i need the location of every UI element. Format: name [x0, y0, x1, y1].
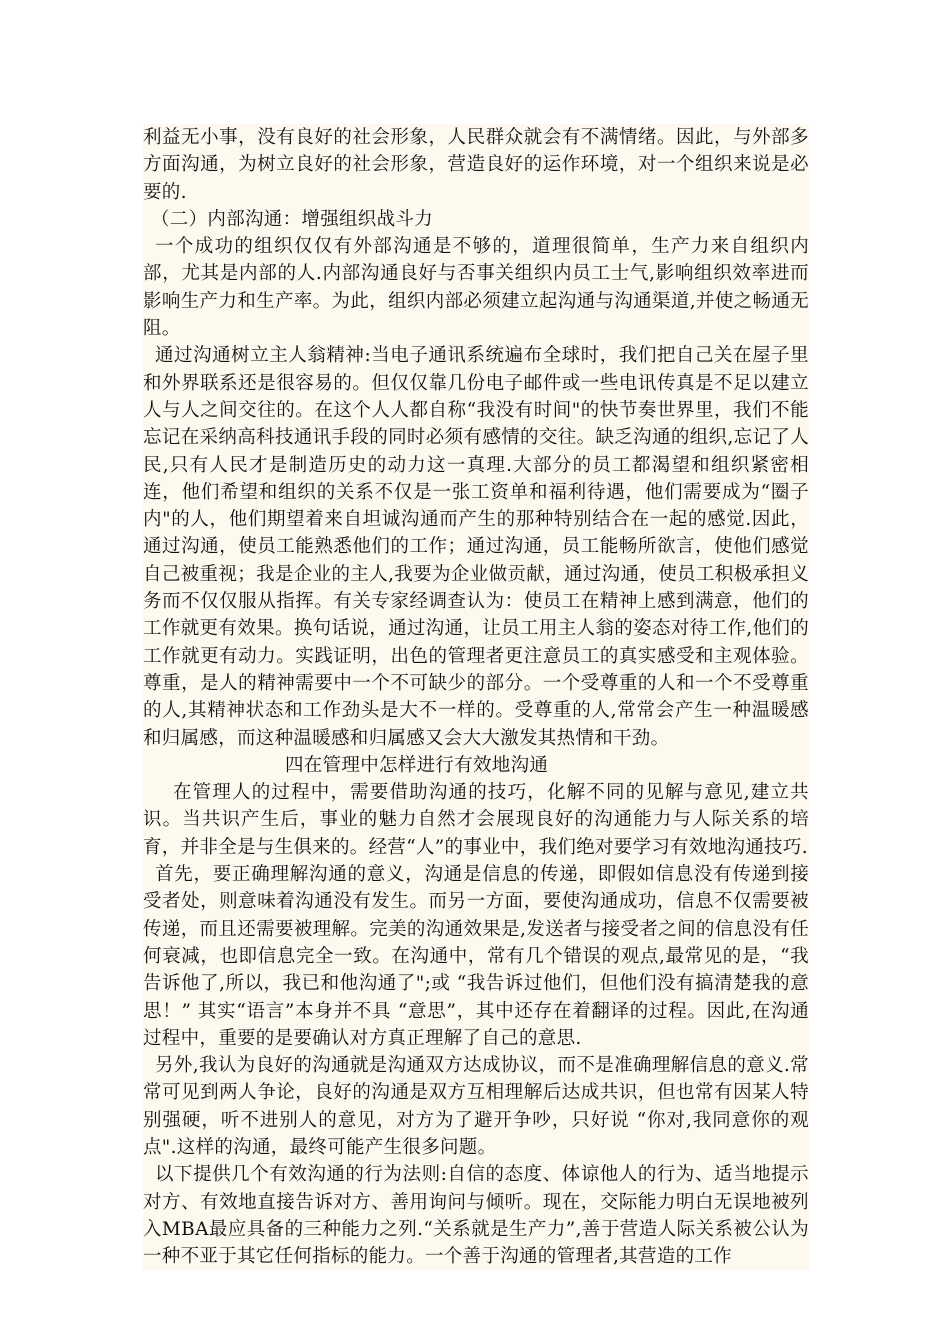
paragraph-external-conclusion: 利益无小事，没有良好的社会形象，人民群众就会有不满情绪。因此，与外部多方面沟通，为树立良好的社会形象，营造良好的运作环境，对一个组织来说是必要的. — [143, 127, 809, 203]
paragraph-agreement: 另外,我认为良好的沟通就是沟通双方达成协议，而不是准确理解信息的意义.常常可见到两人争论，良好的沟通是双方互相理解后达成共识，但也常有因某人特别强硬，听不进别人的意见，对方为了避开争吵，只好说 “你对,我同意你的观点".这样的沟通，最终可能产生很多问题。 — [143, 1055, 809, 1158]
section-heading-effective-communication: 四在管理中怎样进行有效地沟通 — [285, 754, 549, 776]
paragraph-rules: 以下提供几个有效沟通的行为法则:自信的态度、体谅他人的行为、适当地提示对方、有效地直接告诉对方、善用询问与倾听。现在，交际能力明白无误地被列入MBA最应具备的三种能力之列.“关系就是生产力”,善于营造人际关系被公认为一种不亚于其它任何指标的能力。一个善于沟通的管理者,其营造的工作 — [143, 1164, 809, 1268]
paragraph-meaning-of-communication: 首先，要正确理解沟通的意义，沟通是信息的传递，即假如信息没有传递到接受者处，则意味着沟通没有发生。而另一方面，要使沟通成功，信息不仅需要被传递，而且还需要被理解。完美的沟通效果是,发送者与接受者之间的信息没有任何衰减，也即信息完全一致。在沟通中，常有几个错误的观点,最常见的是，“我告诉他了,所以，我已和他沟通了";或 “我告诉过他们，但他们没有搞清楚我的意思！” 其实“语言”本身并不具 “意思”，其中还存在着翻译的过程。因此,在沟通过程中，重要的是要确认对方真正理解了自己的意思. — [143, 864, 809, 1049]
document-body — [143, 124, 809, 1270]
subheading-internal-communication: （二）内部沟通：增强组织战斗力 — [151, 208, 434, 230]
paragraph-communication-skills: 在管理人的过程中，需要借助沟通的技巧，化解不同的见解与意见,建立共识。当共识产生后，事业的魅力自然才会展现良好的沟通能力与人际关系的培育，并非全是与生俱来的。经营“人”的事业中，我们绝对要学习有效地沟通技巧. — [143, 782, 809, 858]
paragraph-ownership-spirit: 通过沟通树立主人翁精神:当电子通讯系统遍布全球时，我们把自己关在屋子里和外界联系还是很容易的。但仅仅靠几份电子邮件或一些电讯传真是不足以建立人与人之间交往的。在这个人人都自称“我没有时间"的快节奏世界里，我们不能忘记在采纳高科技通讯手段的同时必须有感情的交往。缺乏沟通的组织,忘记了人民,只有人民才是制造历史的动力这一真理.大部分的员工都渴望和组织紧密相连，他们希望和组织的关系不仅是一张工资单和福利待遇，他们需要成为“圈子内"的人，他们期望着来自坦诚沟通而产生的那种特别结合在一起的感觉.因此，通过沟通，使员工能熟悉他们的工作；通过沟通，员工能畅所欲言，使他们感觉自己被重视；我是企业的主人,我要为企业做贡献，通过沟通，使员工积极承担义务而不仅仅服从指挥。有关专家经调查认为：使员工在精神上感到满意，他们的工作就更有效果。换句话说，通过沟通，让员工用主人翁的姿态对待工作,他们的工作就更有动力。实践证明，出色的管理者更注意员工的真实感受和主观体验。尊重，是人的精神需要中一个不可缺少的部分。一个受尊重的人和一个不受尊重的人,其精神状态和工作劲头是大不一样的。受尊重的人,常常会产生一种温暖感和归属感，而这种温暖感和归属感又会大大激发其热情和干劲。 — [143, 345, 809, 749]
paragraph-internal-communication: 一个成功的组织仅仅有外部沟通是不够的，道理很简单，生产力来自组织内部，尤其是内部的人.内部沟通良好与否事关组织内员工士气,影响组织效率进而影响生产力和生产率。为此，组织内部必须建立起沟通与沟通渠道,并使之畅通无阻。 — [143, 236, 809, 340]
